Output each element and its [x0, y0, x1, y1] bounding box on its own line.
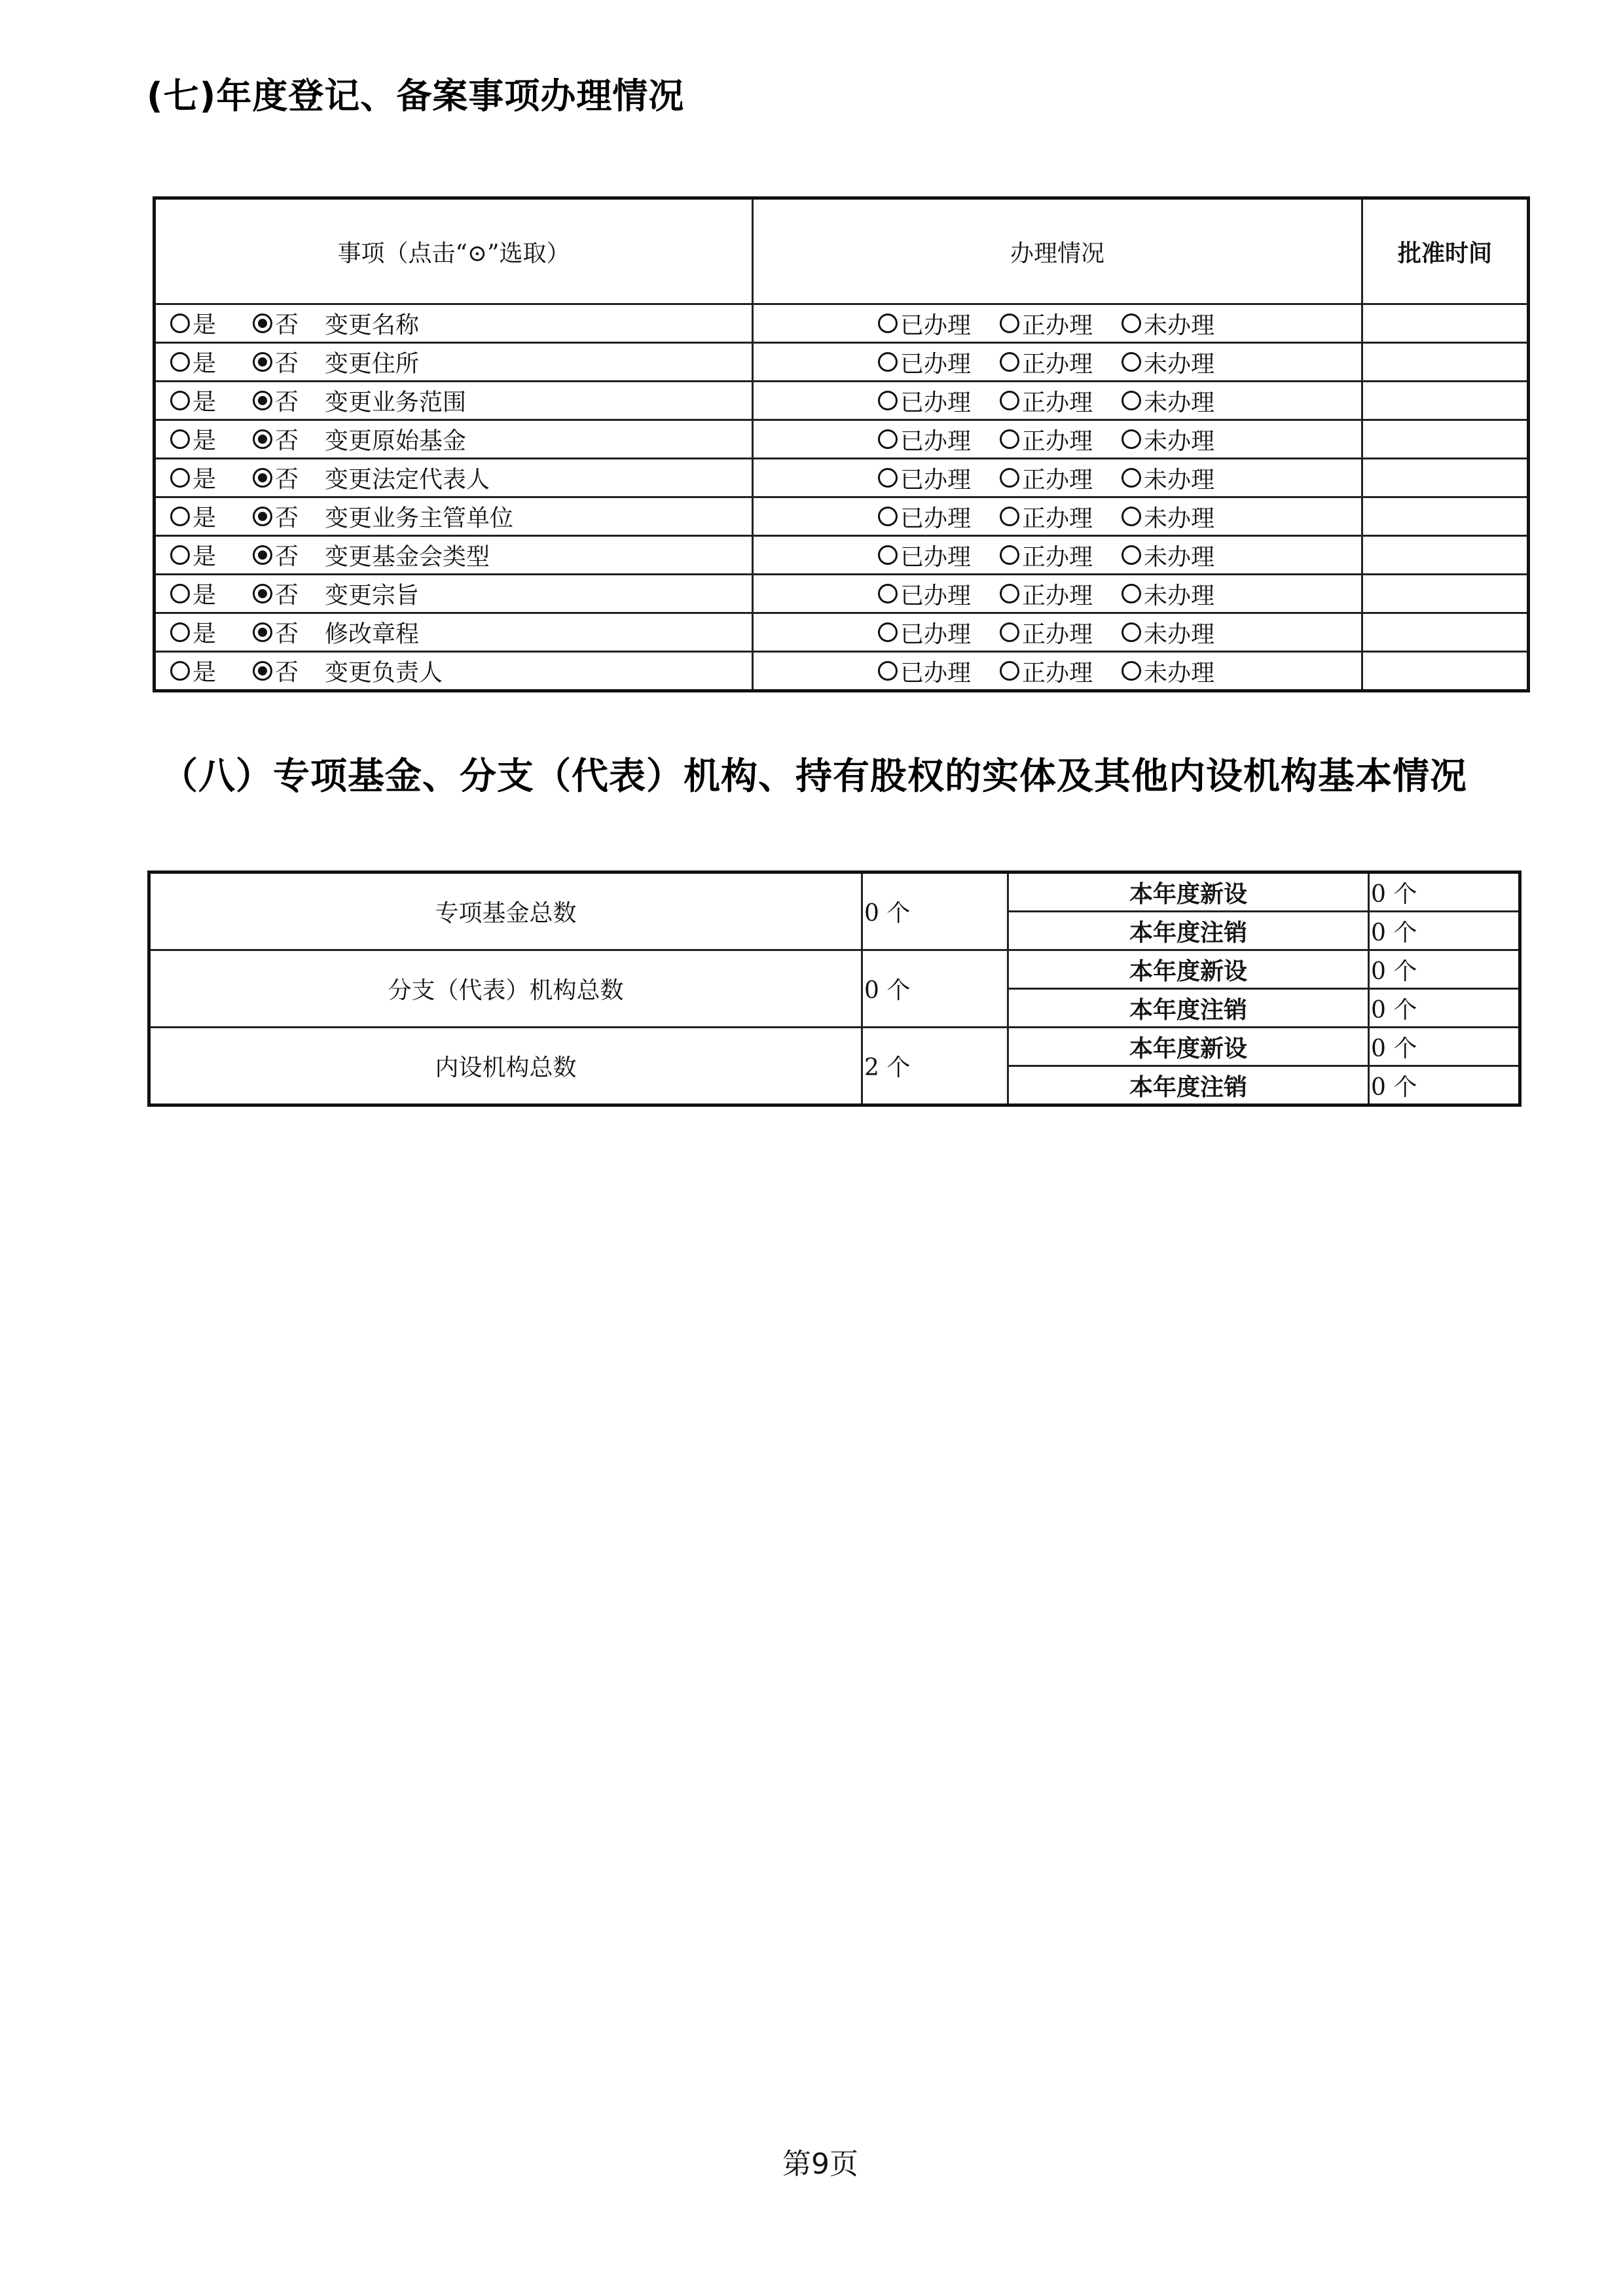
status-cell: [753, 613, 1362, 652]
yes-radio[interactable]: [170, 384, 216, 417]
status-label: 已办理: [900, 582, 972, 609]
yes-label: 是: [192, 350, 217, 378]
status-label: 已办理: [900, 466, 972, 493]
status-label: 正办理: [1022, 659, 1093, 687]
yes-label: 是: [192, 582, 217, 609]
approval-time-cell[interactable]: [1362, 575, 1529, 613]
status-cell: [753, 304, 1362, 343]
status-label: 未办理: [1144, 659, 1215, 687]
header-approval-time: 批准时间: [1362, 198, 1529, 304]
registration-row: [155, 382, 1529, 420]
radio-icon: [1122, 314, 1141, 333]
registration-row: [155, 613, 1529, 652]
status-label: 已办理: [900, 427, 972, 455]
status-label: 未办理: [1144, 427, 1215, 455]
status-label: 未办理: [1144, 350, 1215, 378]
radio-icon: [170, 314, 190, 333]
cancel-label: 本年度注销: [1008, 989, 1369, 1028]
radio-icon: [1000, 622, 1019, 642]
status-label: 已办理: [900, 659, 972, 687]
registration-items-table: [153, 196, 1530, 692]
radio-icon: [253, 429, 272, 449]
item-name: 变更名称: [325, 312, 420, 339]
new-label: 本年度新设: [1008, 872, 1369, 912]
status-radio[interactable]: [1000, 655, 1093, 688]
radio-icon: [878, 391, 898, 410]
yes-radio[interactable]: [170, 461, 216, 494]
no-radio[interactable]: [253, 577, 299, 610]
yes-radio[interactable]: [170, 615, 216, 649]
status-radio[interactable]: [1000, 346, 1093, 379]
approval-time-cell[interactable]: [1362, 459, 1529, 497]
radio-icon: [878, 661, 898, 681]
no-radio[interactable]: [253, 461, 299, 494]
radio-icon: [1122, 661, 1141, 681]
no-radio[interactable]: [253, 538, 299, 571]
cancel-count: 0 个: [1369, 912, 1520, 950]
radio-icon: [170, 584, 190, 603]
radio-icon: [1122, 352, 1141, 372]
item-name: 变更基金会类型: [325, 543, 490, 571]
status-radio[interactable]: [878, 577, 971, 611]
radio-icon: [253, 661, 272, 681]
radio-icon: [1122, 545, 1141, 565]
status-label: 正办理: [1022, 505, 1093, 532]
registration-row: [155, 652, 1529, 691]
item-cell: [155, 575, 753, 613]
radio-icon: [1122, 584, 1141, 603]
item-cell: [155, 652, 753, 691]
radio-icon: [253, 468, 272, 488]
header-status: 办理情况: [753, 198, 1362, 304]
item-name: 变更原始基金: [325, 427, 467, 455]
radio-icon: [1000, 314, 1019, 333]
summary-row: [149, 872, 1520, 912]
yes-radio[interactable]: [170, 654, 216, 687]
status-radio[interactable]: [878, 423, 971, 456]
yes-radio[interactable]: [170, 538, 216, 571]
status-cell: [753, 575, 1362, 613]
no-radio[interactable]: [253, 422, 299, 456]
radio-icon: [253, 545, 272, 565]
item-name: 变更法定代表人: [325, 466, 490, 493]
no-label: 否: [275, 350, 299, 378]
status-label: 已办理: [900, 389, 972, 416]
radio-icon: [253, 391, 272, 410]
cancel-count: 0 个: [1369, 1066, 1520, 1105]
status-radio[interactable]: [1122, 616, 1214, 649]
group-total: 2 个: [862, 1028, 1008, 1105]
status-cell: [753, 382, 1362, 420]
item-name: 变更住所: [325, 350, 420, 378]
no-label: 否: [275, 543, 299, 571]
status-label: 未办理: [1144, 312, 1215, 339]
item-cell: [155, 343, 753, 382]
status-label: 已办理: [900, 312, 972, 339]
status-cell: [753, 420, 1362, 459]
status-cell: [753, 536, 1362, 575]
new-count: 0 个: [1369, 872, 1520, 912]
item-name: 修改章程: [325, 620, 420, 648]
radio-icon: [170, 622, 190, 642]
registration-row: [155, 459, 1529, 497]
registration-row: [155, 536, 1529, 575]
radio-icon: [1000, 545, 1019, 565]
no-radio[interactable]: [253, 499, 299, 533]
item-cell: [155, 613, 753, 652]
yes-label: 是: [192, 620, 217, 648]
status-label: 未办理: [1144, 389, 1215, 416]
no-label: 否: [275, 620, 299, 648]
radio-icon: [878, 429, 898, 449]
status-label: 已办理: [900, 543, 972, 571]
status-radio[interactable]: [878, 461, 971, 495]
new-count: 0 个: [1369, 1028, 1520, 1066]
no-radio[interactable]: [253, 384, 299, 417]
status-label: 未办理: [1144, 505, 1215, 532]
status-radio[interactable]: [1122, 384, 1214, 418]
radio-icon: [1000, 584, 1019, 603]
status-radio[interactable]: [1122, 423, 1214, 456]
yes-label: 是: [192, 659, 217, 687]
status-radio[interactable]: [1000, 616, 1093, 649]
group-total: 0 个: [862, 950, 1008, 1028]
yes-radio[interactable]: [170, 577, 216, 610]
header-item: 事项（点击“⊙”选取）: [155, 198, 753, 304]
radio-icon: [170, 661, 190, 681]
item-cell: [155, 536, 753, 575]
cancel-label: 本年度注销: [1008, 1066, 1369, 1105]
status-label: 已办理: [900, 505, 972, 532]
status-cell: [753, 497, 1362, 536]
approval-time-cell[interactable]: [1362, 652, 1529, 691]
radio-icon: [1000, 661, 1019, 681]
registration-row: [155, 420, 1529, 459]
yes-label: 是: [192, 466, 217, 493]
status-label: 正办理: [1022, 466, 1093, 493]
status-radio[interactable]: [1000, 423, 1093, 456]
radio-icon: [878, 622, 898, 642]
item-name: 变更业务主管单位: [325, 505, 514, 532]
yes-radio[interactable]: [170, 499, 216, 533]
radio-icon: [170, 468, 190, 488]
status-radio[interactable]: [878, 307, 971, 340]
approval-time-cell[interactable]: [1362, 343, 1529, 382]
registration-row: [155, 497, 1529, 536]
yes-label: 是: [192, 505, 217, 532]
status-label: 正办理: [1022, 389, 1093, 416]
radio-icon: [253, 314, 272, 333]
status-radio[interactable]: [1000, 539, 1093, 572]
status-radio[interactable]: [1122, 655, 1214, 688]
approval-time-cell[interactable]: [1362, 497, 1529, 536]
yes-radio[interactable]: [170, 345, 216, 378]
status-radio[interactable]: [878, 539, 971, 572]
radio-icon: [1000, 391, 1019, 410]
registration-row: [155, 304, 1529, 343]
radio-icon: [1122, 507, 1141, 526]
status-radio[interactable]: [1000, 577, 1093, 611]
status-label: 正办理: [1022, 427, 1093, 455]
item-cell: [155, 497, 753, 536]
no-label: 否: [275, 659, 299, 687]
no-radio[interactable]: [253, 615, 299, 649]
status-cell: [753, 343, 1362, 382]
yes-radio[interactable]: [170, 306, 216, 340]
radio-icon: [878, 314, 898, 333]
yes-label: 是: [192, 389, 217, 416]
summary-row: [149, 1028, 1520, 1066]
status-cell: [753, 652, 1362, 691]
registration-row: [155, 343, 1529, 382]
no-label: 否: [275, 427, 299, 455]
radio-icon: [878, 507, 898, 526]
status-radio[interactable]: [1000, 384, 1093, 418]
approval-time-cell[interactable]: [1362, 382, 1529, 420]
no-radio[interactable]: [253, 654, 299, 687]
status-label: 已办理: [900, 620, 972, 648]
radio-icon: [1000, 429, 1019, 449]
item-cell: [155, 459, 753, 497]
table-header-row: [155, 198, 1529, 304]
status-radio[interactable]: [1122, 346, 1214, 379]
group-name: 专项基金总数: [149, 872, 862, 950]
radio-icon: [878, 545, 898, 565]
status-radio[interactable]: [878, 655, 971, 688]
summary-row: [149, 950, 1520, 989]
radio-icon: [1122, 391, 1141, 410]
status-radio[interactable]: [1000, 500, 1093, 533]
status-radio[interactable]: [1122, 307, 1214, 340]
radio-icon: [1000, 352, 1019, 372]
no-label: 否: [275, 312, 299, 339]
radio-icon: [253, 507, 272, 526]
radio-icon: [253, 584, 272, 603]
status-label: 正办理: [1022, 312, 1093, 339]
item-cell: [155, 382, 753, 420]
status-label: 正办理: [1022, 543, 1093, 571]
status-label: 正办理: [1022, 350, 1093, 378]
item-cell: [155, 420, 753, 459]
approval-time-cell[interactable]: [1362, 536, 1529, 575]
group-name: 内设机构总数: [149, 1028, 862, 1105]
status-radio[interactable]: [878, 346, 971, 379]
radio-icon: [170, 507, 190, 526]
status-radio[interactable]: [1000, 307, 1093, 340]
status-cell: [753, 459, 1362, 497]
status-radio[interactable]: [1122, 461, 1214, 495]
cancel-count: 0 个: [1369, 989, 1520, 1028]
radio-icon: [170, 429, 190, 449]
new-count: 0 个: [1369, 950, 1520, 989]
radio-icon: [170, 545, 190, 565]
section-8-title: （八）专项基金、分支（代表）机构、持有股权的实体及其他内设机构基本情况: [161, 755, 1467, 798]
section-7-title: (七)年度登记、备案事项办理情况: [147, 75, 685, 117]
no-label: 否: [275, 582, 299, 609]
yes-label: 是: [192, 312, 217, 339]
new-label: 本年度新设: [1008, 1028, 1369, 1066]
item-name: 变更宗旨: [325, 582, 420, 609]
radio-icon: [253, 352, 272, 372]
status-radio[interactable]: [1122, 500, 1214, 533]
registration-row: [155, 575, 1529, 613]
no-radio[interactable]: [253, 306, 299, 340]
radio-icon: [1122, 429, 1141, 449]
status-radio[interactable]: [878, 384, 971, 418]
radio-icon: [878, 468, 898, 488]
radio-icon: [170, 391, 190, 410]
no-label: 否: [275, 389, 299, 416]
yes-label: 是: [192, 543, 217, 571]
approval-time-cell[interactable]: [1362, 613, 1529, 652]
status-radio[interactable]: [1122, 577, 1214, 611]
status-radio[interactable]: [1122, 539, 1214, 572]
yes-radio[interactable]: [170, 422, 216, 456]
institution-summary-table: [147, 870, 1522, 1107]
cancel-label: 本年度注销: [1008, 912, 1369, 950]
group-name: 分支（代表）机构总数: [149, 950, 862, 1028]
no-label: 否: [275, 466, 299, 493]
radio-icon: [1122, 468, 1141, 488]
status-label: 未办理: [1144, 466, 1215, 493]
status-radio[interactable]: [1000, 461, 1093, 495]
status-radio[interactable]: [878, 616, 971, 649]
radio-icon: [170, 352, 190, 372]
item-cell: [155, 304, 753, 343]
status-label: 正办理: [1022, 620, 1093, 648]
no-radio[interactable]: [253, 345, 299, 378]
radio-icon: [1000, 468, 1019, 488]
group-total: 0 个: [862, 872, 1008, 950]
status-label: 正办理: [1022, 582, 1093, 609]
status-label: 未办理: [1144, 620, 1215, 648]
status-radio[interactable]: [878, 500, 971, 533]
item-name: 变更业务范围: [325, 389, 467, 416]
page-number: 第9页: [782, 2147, 858, 2181]
yes-label: 是: [192, 427, 217, 455]
new-label: 本年度新设: [1008, 950, 1369, 989]
approval-time-cell[interactable]: [1362, 420, 1529, 459]
no-label: 否: [275, 505, 299, 532]
radio-icon: [253, 622, 272, 642]
status-label: 未办理: [1144, 582, 1215, 609]
radio-icon: [1000, 507, 1019, 526]
status-label: 未办理: [1144, 543, 1215, 571]
approval-time-cell[interactable]: [1362, 304, 1529, 343]
status-label: 已办理: [900, 350, 972, 378]
radio-icon: [1122, 622, 1141, 642]
radio-icon: [878, 584, 898, 603]
radio-icon: [878, 352, 898, 372]
item-name: 变更负责人: [325, 659, 443, 687]
